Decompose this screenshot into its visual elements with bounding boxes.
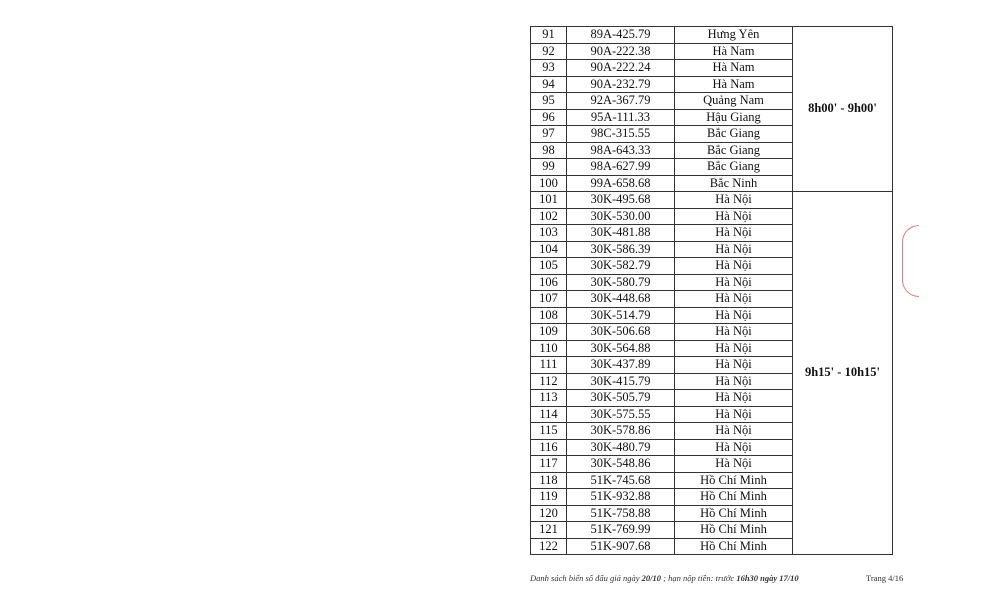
license-plate: 30K-437.89: [567, 357, 675, 374]
row-number: 112: [531, 373, 567, 390]
license-plate: 30K-548.86: [567, 456, 675, 473]
row-number: 97: [531, 126, 567, 143]
row-number: 92: [531, 43, 567, 60]
row-number: 95: [531, 93, 567, 110]
license-plate: 95A-111.33: [567, 109, 675, 126]
row-number: 120: [531, 505, 567, 522]
province: Hồ Chí Minh: [675, 538, 793, 555]
license-plate: 30K-578.86: [567, 423, 675, 440]
row-number: 116: [531, 439, 567, 456]
row-number: 122: [531, 538, 567, 555]
row-number: 100: [531, 175, 567, 192]
table-row: [531, 192, 893, 209]
row-number: 111: [531, 357, 567, 374]
row-number: 94: [531, 76, 567, 93]
province: Hưng Yên: [675, 27, 793, 44]
license-plate: 30K-448.68: [567, 291, 675, 308]
license-plate: 92A-367.79: [567, 93, 675, 110]
province: Hà Nội: [675, 390, 793, 407]
province: Hà Nam: [675, 43, 793, 60]
row-number: 105: [531, 258, 567, 275]
province: Hà Nội: [675, 324, 793, 341]
license-plate: 90A-232.79: [567, 76, 675, 93]
province: Hồ Chí Minh: [675, 472, 793, 489]
time-slot: 8h00' - 9h00': [793, 27, 893, 192]
row-number: 91: [531, 27, 567, 44]
row-number: 113: [531, 390, 567, 407]
license-plate: 98A-627.99: [567, 159, 675, 176]
license-plate: 30K-582.79: [567, 258, 675, 275]
row-number: 109: [531, 324, 567, 341]
province: Bắc Ninh: [675, 175, 793, 192]
license-plate: 30K-495.68: [567, 192, 675, 209]
page-number: Trang 4/16: [866, 573, 904, 583]
row-number: 106: [531, 274, 567, 291]
province: Hà Nội: [675, 439, 793, 456]
license-plate: 30K-580.79: [567, 274, 675, 291]
row-number: 114: [531, 406, 567, 423]
province: Bắc Giang: [675, 159, 793, 176]
license-plate: 98A-643.33: [567, 142, 675, 159]
province: Hà Nội: [675, 225, 793, 242]
row-number: 121: [531, 522, 567, 539]
license-plate: 30K-514.79: [567, 307, 675, 324]
license-plate: 51K-758.88: [567, 505, 675, 522]
license-plate: 90A-222.38: [567, 43, 675, 60]
license-plate: 30K-506.68: [567, 324, 675, 341]
license-plate: 30K-564.88: [567, 340, 675, 357]
province: Hồ Chí Minh: [675, 489, 793, 506]
province: Hậu Giang: [675, 109, 793, 126]
license-plate: 30K-480.79: [567, 439, 675, 456]
license-plate: 30K-586.39: [567, 241, 675, 258]
province: Quảng Nam: [675, 93, 793, 110]
province: Hà Nam: [675, 76, 793, 93]
province: Hà Nội: [675, 373, 793, 390]
province: Hà Nội: [675, 291, 793, 308]
province: Hà Nội: [675, 258, 793, 275]
row-number: 101: [531, 192, 567, 209]
row-number: 118: [531, 472, 567, 489]
province: Hà Nội: [675, 274, 793, 291]
license-plate: 89A-425.79: [567, 27, 675, 44]
license-plate: 30K-530.00: [567, 208, 675, 225]
license-plate: 30K-505.79: [567, 390, 675, 407]
license-plate: 99A-658.68: [567, 175, 675, 192]
footer-note: Danh sách biển số đấu giá ngày 20/10 ; hạn nộp tiền: trước 16h30 ngày 17/10: [530, 573, 799, 583]
province: Hà Nội: [675, 423, 793, 440]
row-number: 108: [531, 307, 567, 324]
province: Hà Nam: [675, 60, 793, 77]
row-number: 102: [531, 208, 567, 225]
table-row: [531, 27, 893, 44]
time-slot: 9h15' - 10h15': [793, 192, 893, 555]
row-number: 98: [531, 142, 567, 159]
row-number: 119: [531, 489, 567, 506]
license-plate: 98C-315.55: [567, 126, 675, 143]
province: Hồ Chí Minh: [675, 505, 793, 522]
license-plate: 51K-907.68: [567, 538, 675, 555]
province: Hà Nội: [675, 307, 793, 324]
red-stamp-icon: [902, 225, 919, 297]
license-plate: 51K-745.68: [567, 472, 675, 489]
province: Hà Nội: [675, 192, 793, 209]
province: Hà Nội: [675, 357, 793, 374]
row-number: 115: [531, 423, 567, 440]
row-number: 107: [531, 291, 567, 308]
row-number: 110: [531, 340, 567, 357]
province: Hà Nội: [675, 241, 793, 258]
row-number: 96: [531, 109, 567, 126]
province: Hà Nội: [675, 456, 793, 473]
license-plate: 90A-222.24: [567, 60, 675, 77]
row-number: 93: [531, 60, 567, 77]
province: Hồ Chí Minh: [675, 522, 793, 539]
province: Hà Nội: [675, 406, 793, 423]
province: Bắc Giang: [675, 142, 793, 159]
license-plate: 30K-481.88: [567, 225, 675, 242]
province: Bắc Giang: [675, 126, 793, 143]
license-plate: 51K-932.88: [567, 489, 675, 506]
license-plate: 51K-769.99: [567, 522, 675, 539]
province: Hà Nội: [675, 208, 793, 225]
row-number: 104: [531, 241, 567, 258]
plate-table-right: [530, 26, 893, 555]
row-number: 117: [531, 456, 567, 473]
row-number: 99: [531, 159, 567, 176]
license-plate: 30K-575.55: [567, 406, 675, 423]
province: Hà Nội: [675, 340, 793, 357]
license-plate: 30K-415.79: [567, 373, 675, 390]
row-number: 103: [531, 225, 567, 242]
